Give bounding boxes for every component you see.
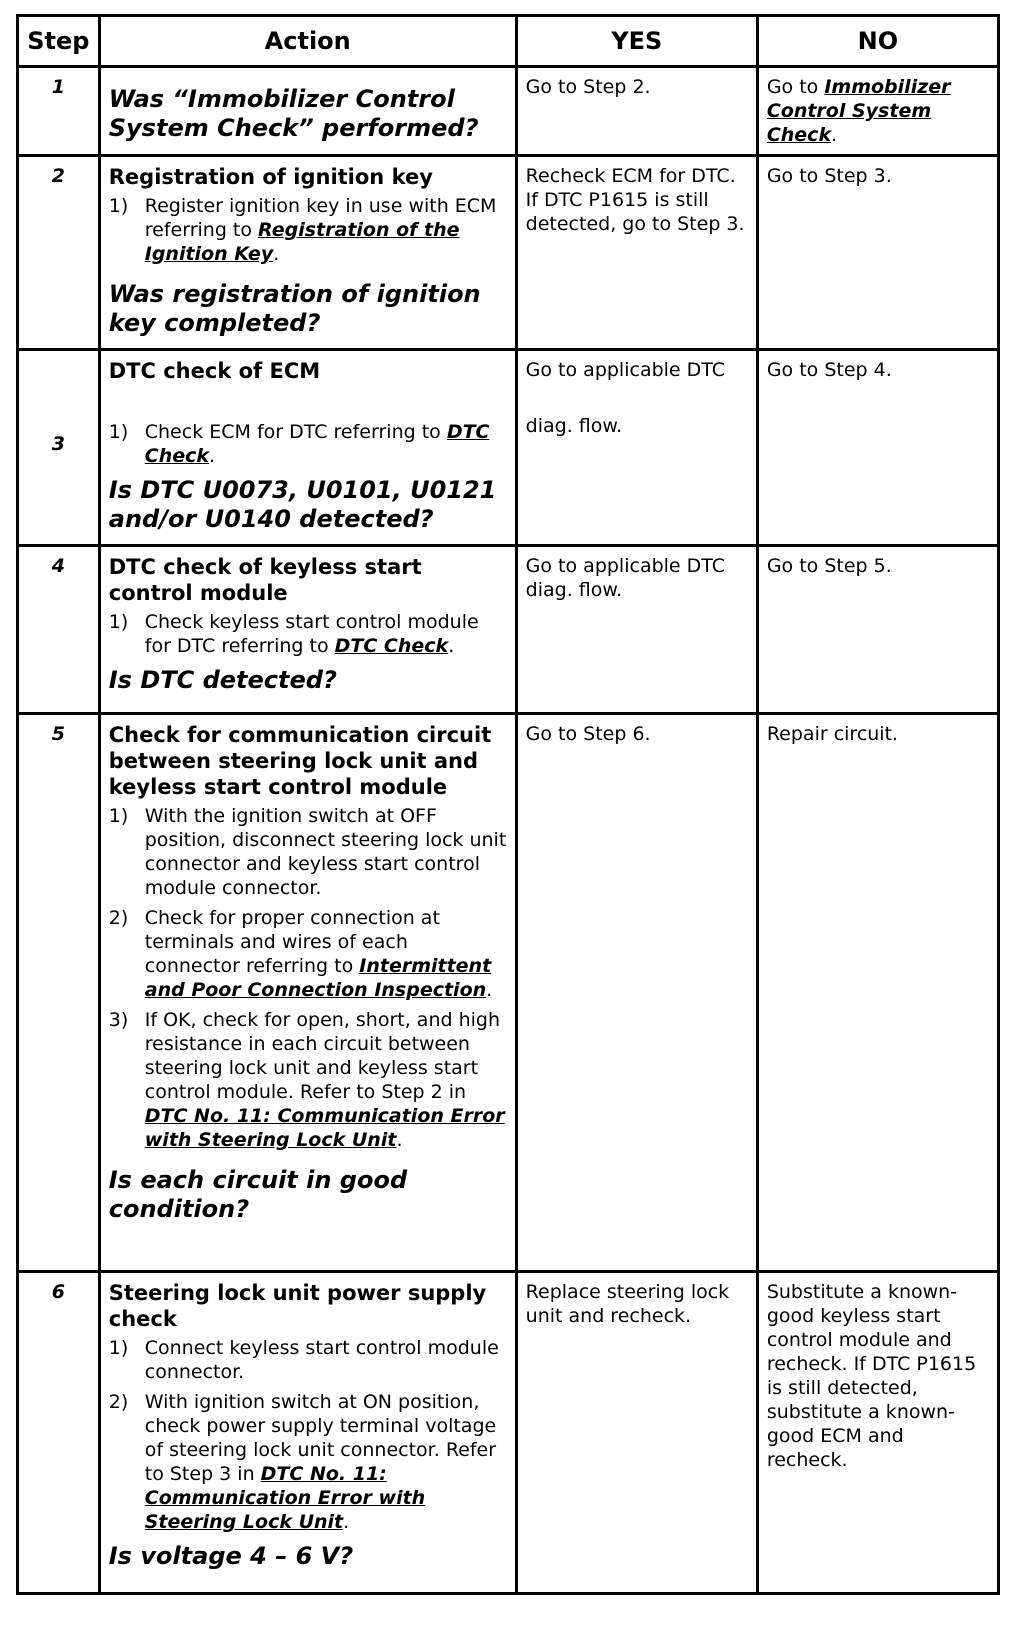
list-item <box>109 610 507 658</box>
step-question: Is voltage 4 – 6 V? <box>108 1542 354 1570</box>
table-row <box>18 156 999 350</box>
dtc-no-11-link[interactable]: DTC No. 11: Communication Error with Steering Lock Unit <box>144 1105 505 1151</box>
item-after: . <box>209 445 216 467</box>
dtc-check-link[interactable]: DTC Check <box>144 421 490 467</box>
step-title: Steering lock unit power supply check <box>108 1281 487 1331</box>
step-number: 4 <box>18 546 100 714</box>
yes-text: Go to Step 2. <box>525 76 651 98</box>
step-title: DTC check of ECM <box>108 359 321 383</box>
no-cell <box>757 546 998 714</box>
yes-cell <box>516 350 757 546</box>
step-question: Is DTC detected? <box>108 666 337 694</box>
instruction-list <box>109 1336 507 1534</box>
yes-cell <box>516 67 757 156</box>
table-row <box>18 546 999 714</box>
no-cell <box>757 1272 998 1594</box>
yes-text: Go to Step 6. <box>525 723 651 745</box>
table-row <box>18 714 999 1272</box>
item-text: Check keyless start control module for DTC referring to <box>144 611 479 657</box>
step-question: Was “Immobilizer Control System Check” performed? <box>108 85 479 142</box>
item-text: Connect keyless start control module connector. <box>144 1337 499 1383</box>
item-number: 1) <box>108 421 129 443</box>
action-cell <box>99 67 516 156</box>
header-step: Step <box>18 16 100 67</box>
item-after: . <box>343 1511 350 1533</box>
list-item <box>109 804 507 900</box>
item-number: 1) <box>108 805 129 827</box>
no-text: Go to Step 4. <box>766 359 892 381</box>
item-text: If OK, check for open, short, and high resistance in each circuit between steering lock unit and keyless start control module. Refer to Step 2 in <box>144 1009 501 1103</box>
action-cell <box>99 714 516 1272</box>
header-row <box>18 16 999 67</box>
instruction-list <box>109 420 507 468</box>
no-text-suffix: . <box>831 124 838 146</box>
instruction-list <box>109 804 507 1152</box>
no-cell <box>757 714 998 1272</box>
instruction-list <box>109 610 507 658</box>
dtc-check-link[interactable]: DTC Check <box>334 635 449 657</box>
step-title: Check for communication circuit between steering lock unit and keyless start control module <box>108 723 492 799</box>
item-text: Check for proper connection at terminals and wires of each connector referring to <box>144 907 440 977</box>
action-cell <box>99 156 516 350</box>
no-cell <box>757 350 998 546</box>
step-number: 6 <box>18 1272 100 1594</box>
yes-text: Go to applicable DTC <box>525 359 726 381</box>
dtc-no-11-link[interactable]: DTC No. 11: Communication Error with Steering Lock Unit <box>144 1463 426 1533</box>
action-cell <box>99 546 516 714</box>
item-number: 1) <box>108 195 129 217</box>
table-row <box>18 1272 999 1594</box>
item-after: . <box>396 1129 403 1151</box>
yes-text: Recheck ECM for DTC. If DTC P1615 is still detected, go to Step 3. <box>525 165 745 235</box>
header-action: Action <box>99 16 516 67</box>
yes-cell <box>516 714 757 1272</box>
step-title: DTC check of keyless start control module <box>108 555 422 605</box>
list-item <box>109 420 507 468</box>
list-item <box>109 906 507 1002</box>
item-after: . <box>273 243 280 265</box>
step-question: Was registration of ignition key completed? <box>108 280 481 337</box>
no-text: Go to Step 5. <box>766 555 892 577</box>
step-title: Registration of ignition key <box>108 165 433 189</box>
yes-text-continued: diag. flow. <box>525 415 623 437</box>
item-number: 2) <box>108 1391 129 1413</box>
table-row <box>18 350 999 546</box>
list-item <box>109 1336 507 1384</box>
table-row <box>18 67 999 156</box>
no-text: Go to Step 3. <box>766 165 892 187</box>
step-number: 2 <box>18 156 100 350</box>
no-text: Substitute a known-good keyless start control module and recheck. If DTC P1615 is still detected, substitute a known-good ECM and recheck. <box>766 1281 977 1471</box>
item-after: . <box>448 635 455 657</box>
item-text: With ignition switch at ON position, check power supply terminal voltage of steering lock unit connector. Refer to Step 3 in <box>144 1391 497 1485</box>
action-cell <box>99 1272 516 1594</box>
step-number: 5 <box>18 714 100 1272</box>
list-item <box>109 194 507 266</box>
step-number: 1 <box>18 67 100 156</box>
header-no: NO <box>757 16 998 67</box>
no-cell <box>757 67 998 156</box>
item-text: With the ignition switch at OFF position, disconnect steering lock unit connector and keyless start control module connector. <box>144 805 507 899</box>
step-question: Is DTC U0073, U0101, U0121 and/or U0140 detected? <box>108 476 497 533</box>
item-number: 2) <box>108 907 129 929</box>
item-number: 3) <box>108 1009 129 1031</box>
yes-cell <box>516 546 757 714</box>
item-after: . <box>486 979 493 1001</box>
immobilizer-check-link[interactable]: Immobilizer Control System Check <box>766 76 951 146</box>
list-item <box>109 1390 507 1534</box>
yes-text: Go to applicable DTC diag. flow. <box>525 555 726 601</box>
list-item <box>109 1008 507 1152</box>
instruction-list <box>109 194 507 266</box>
item-number: 1) <box>108 611 129 633</box>
registration-link[interactable]: Registration of the Ignition Key <box>144 219 460 265</box>
action-cell <box>99 350 516 546</box>
yes-cell <box>516 1272 757 1594</box>
yes-text: Replace steering lock unit and recheck. <box>525 1281 730 1327</box>
yes-cell <box>516 156 757 350</box>
diagnostic-table <box>16 14 1000 1595</box>
step-number: 3 <box>18 350 100 546</box>
no-text-prefix: Go to <box>766 76 825 98</box>
no-text: Repair circuit. <box>766 723 899 745</box>
header-yes: YES <box>516 16 757 67</box>
step-question: Is each circuit in good condition? <box>108 1166 408 1223</box>
intermittent-connection-link[interactable]: Intermittent and Poor Connection Inspection <box>144 955 492 1001</box>
item-text: Register ignition key in use with ECM referring to <box>144 195 497 241</box>
no-cell <box>757 156 998 350</box>
item-text: Check ECM for DTC referring to <box>144 421 447 443</box>
item-number: 1) <box>108 1337 129 1359</box>
